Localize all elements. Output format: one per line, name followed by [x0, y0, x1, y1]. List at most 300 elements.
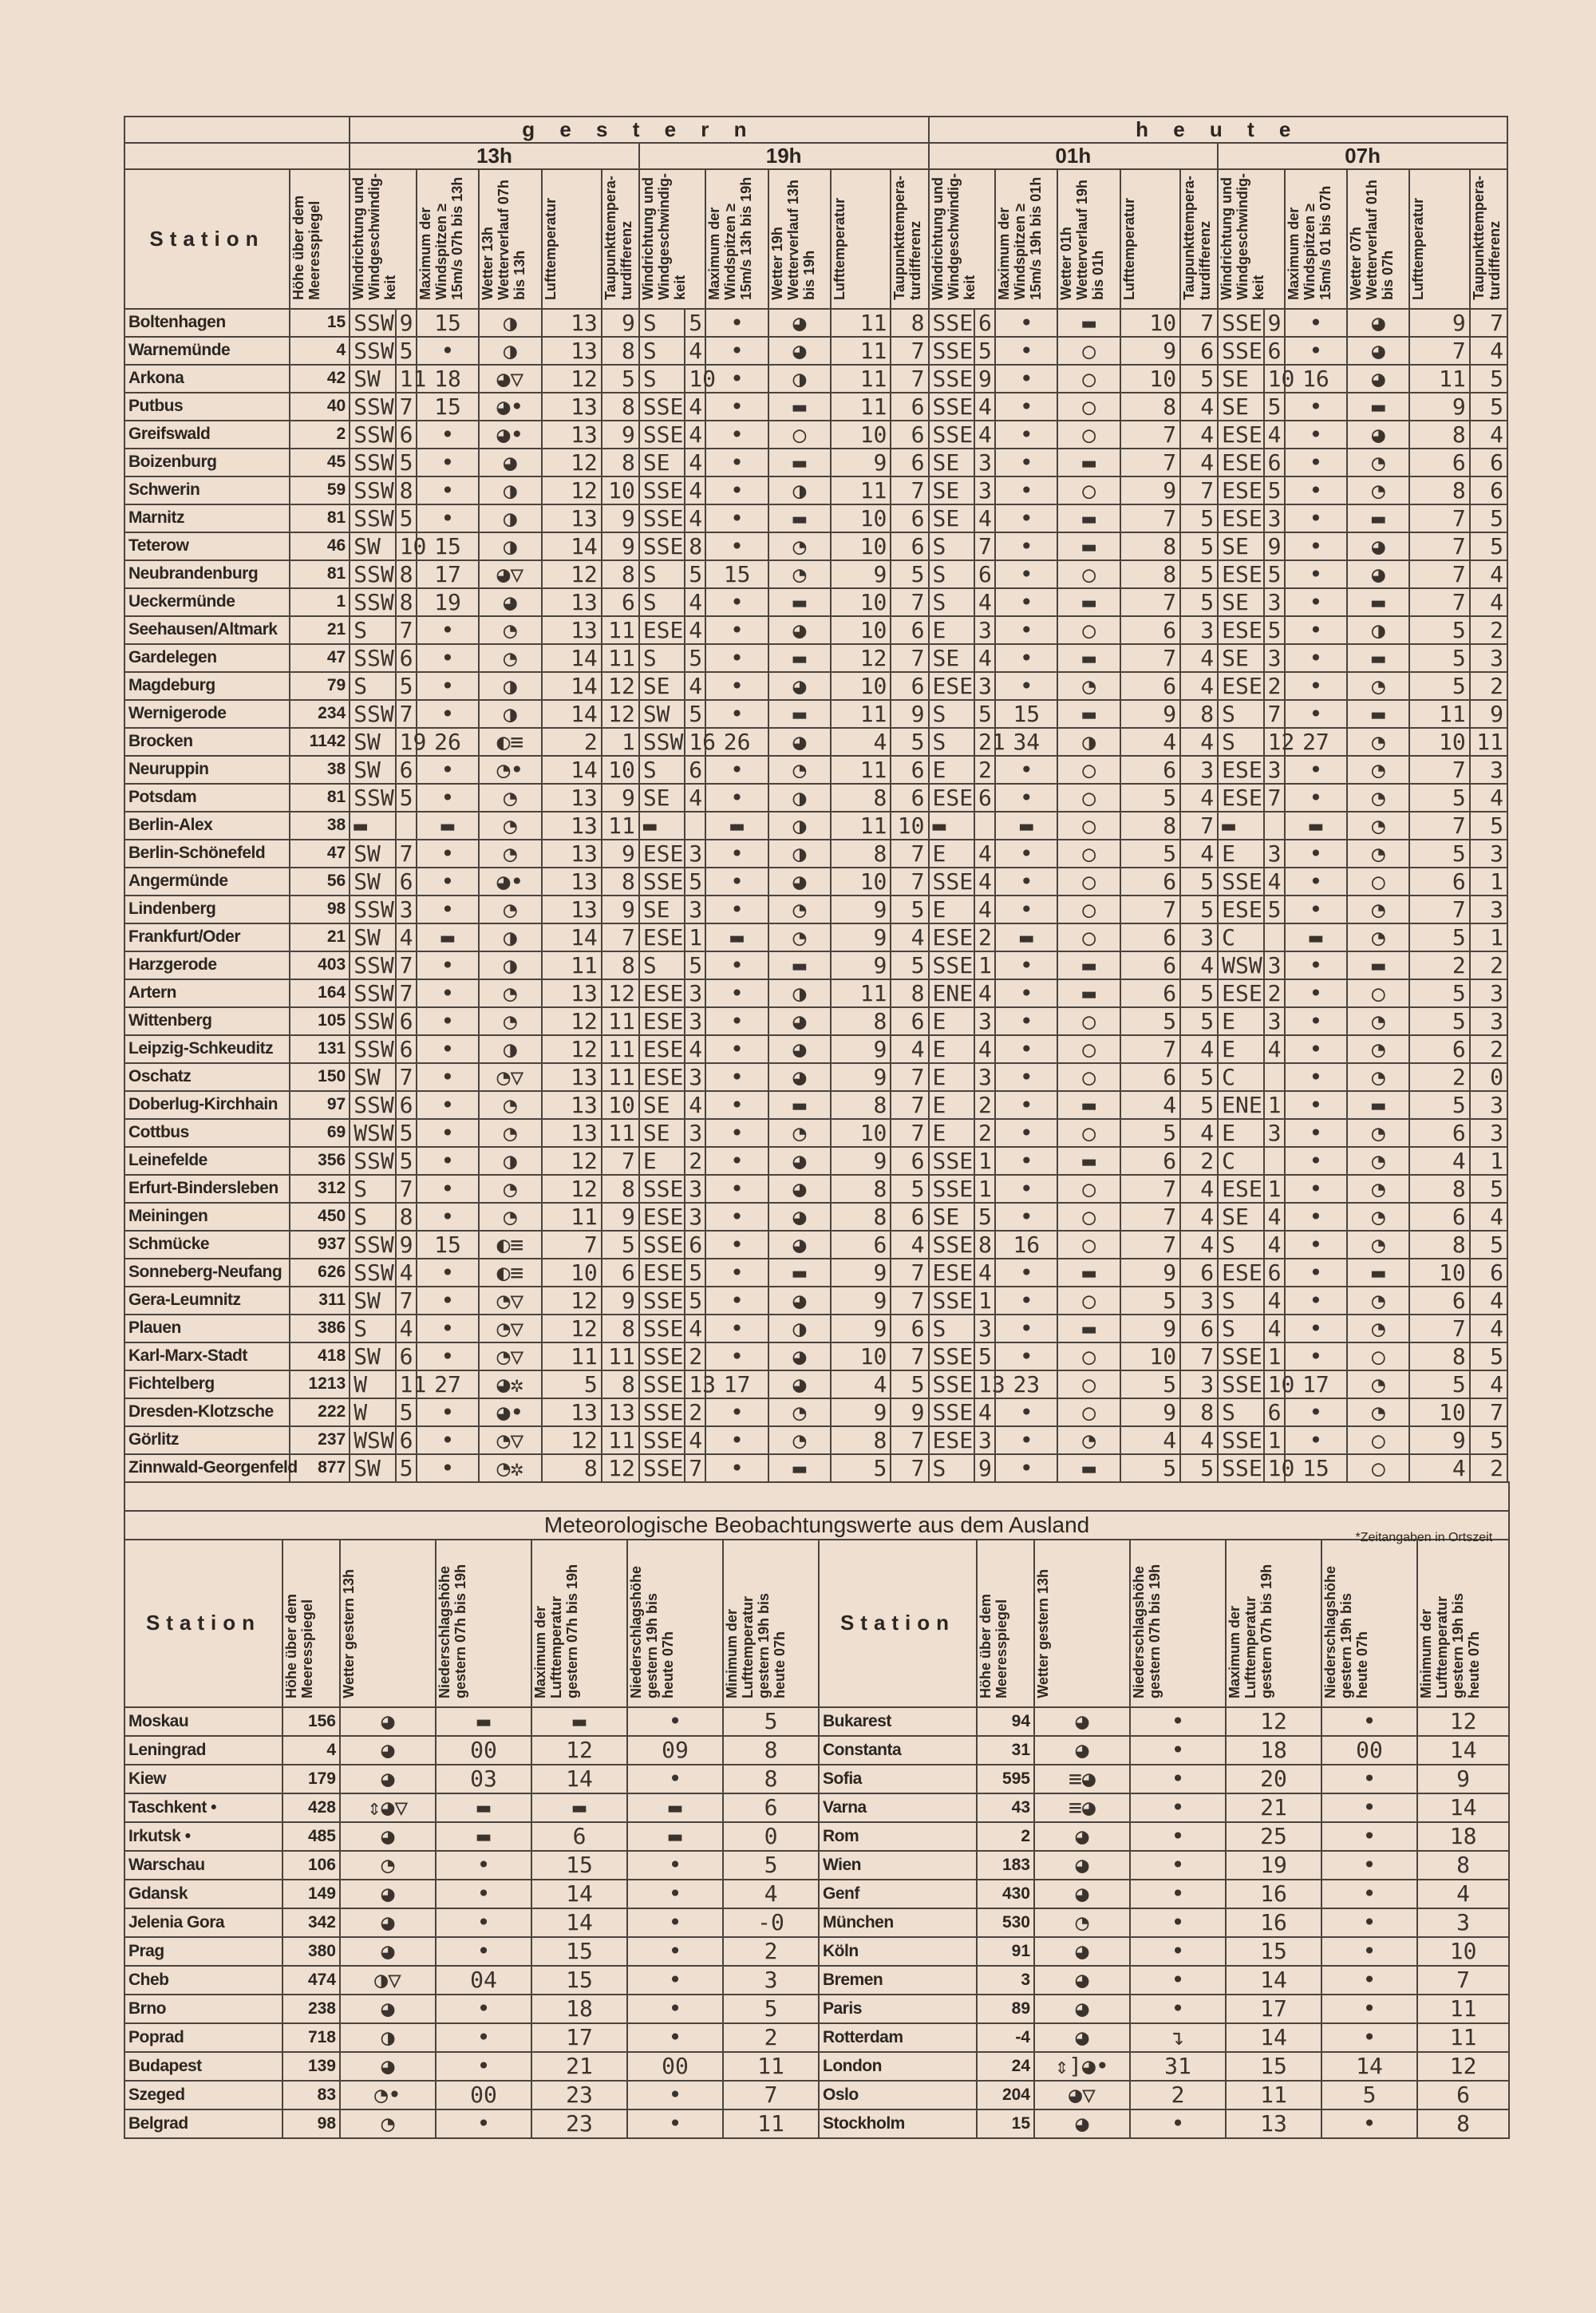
cell: 10 — [396, 532, 417, 560]
cell: 5 — [602, 365, 639, 393]
cell — [1264, 812, 1285, 840]
cell: 6 — [891, 421, 928, 449]
cell: • — [705, 1119, 768, 1147]
cell: 2 — [1264, 979, 1285, 1007]
cell: 5 — [1264, 476, 1285, 504]
cell: 09 — [627, 1736, 723, 1765]
cell: ◔ — [479, 1091, 541, 1119]
table-row — [124, 1851, 1509, 1880]
cell: E — [929, 896, 974, 923]
cell: SSW — [350, 393, 395, 421]
cell: ◕ — [1034, 1707, 1130, 1736]
cell: • — [1321, 1880, 1417, 1908]
cell: S — [350, 1175, 395, 1203]
cell: 17 — [1226, 1995, 1321, 2023]
table-row — [124, 2109, 1509, 2138]
cell: 3 — [1180, 1287, 1218, 1315]
cell: 9 — [1409, 309, 1469, 337]
cell: 5 — [685, 700, 705, 728]
cell: 7 — [1409, 812, 1469, 840]
cell: 7 — [891, 840, 928, 868]
cell: ○ — [1057, 337, 1120, 365]
cell: S — [639, 337, 685, 365]
cell: 13 — [542, 840, 602, 868]
cell: ◕ — [1347, 337, 1409, 365]
cell: 9 — [1120, 1398, 1180, 1426]
station-name: Boltenhagen — [124, 309, 290, 337]
table-row — [124, 421, 1507, 449]
station-name: Meiningen — [124, 1203, 290, 1231]
cell: • — [1285, 337, 1347, 365]
cell: • — [995, 1147, 1057, 1175]
cell: -0 — [723, 1908, 819, 1937]
cell: 6 — [891, 616, 928, 644]
cell: SW — [350, 728, 395, 756]
cell: 14 — [531, 1908, 627, 1937]
cell: 10 — [1120, 365, 1180, 393]
cell: 11 — [1417, 1995, 1509, 2023]
table-row — [124, 476, 1507, 504]
cell: 5 — [1264, 393, 1285, 421]
abroad-station-name: Rom — [819, 1822, 977, 1851]
cell: ESE — [1218, 672, 1263, 700]
cell: ▬ — [639, 812, 685, 840]
cell: • — [995, 616, 1057, 644]
cols07-header-0 — [1218, 169, 1285, 309]
cell: 7 — [1120, 449, 1180, 476]
cell: ▬ — [1057, 1454, 1120, 1482]
cell: • — [1285, 1119, 1347, 1147]
cell: 4 — [974, 588, 995, 616]
cell: 13 — [602, 1398, 639, 1426]
cell: ▬ — [1057, 532, 1120, 560]
cell: 5 — [685, 1287, 705, 1315]
cols01-label-2: Wetter 01h Wetterverlauf 19h bis 01h — [1058, 180, 1107, 300]
cell: 6 — [531, 1822, 627, 1851]
cell: 31 — [1130, 2052, 1226, 2081]
cell: 5 — [1409, 616, 1469, 644]
cell: ◔ — [1057, 1426, 1120, 1454]
cell: ◑ — [479, 1147, 541, 1175]
cell: 5 — [685, 644, 705, 672]
cell: ESE — [1218, 616, 1263, 644]
cell: ○ — [1057, 393, 1120, 421]
cell: 12 — [602, 1454, 639, 1482]
abroad-station-name: Prag — [124, 1937, 282, 1966]
cell: • — [1285, 1342, 1347, 1370]
cell: ◔ — [1347, 1147, 1409, 1175]
cell: ○ — [1057, 1119, 1120, 1147]
cell: • — [417, 616, 479, 644]
cell: 24 — [977, 2052, 1034, 2081]
cell: 6 — [1180, 337, 1218, 365]
cell: 13 — [542, 868, 602, 896]
cell: S — [929, 560, 974, 588]
cell: 6 — [891, 756, 928, 784]
station-name: Gardelegen — [124, 644, 290, 672]
cell: 7 — [1120, 1175, 1180, 1203]
cell: 9 — [602, 840, 639, 868]
cell: • — [705, 309, 768, 337]
cell: ◔▽ — [479, 1426, 541, 1454]
station-name: Erfurt-Bindersleben — [124, 1175, 290, 1203]
cell: ◕ — [479, 588, 541, 616]
cell: ◑ — [768, 1315, 831, 1342]
cell: • — [1130, 1908, 1226, 1937]
cell: 9 — [831, 896, 891, 923]
cell: ◕ — [1034, 1995, 1130, 2023]
cell: 10 — [1409, 728, 1469, 756]
cell: S — [929, 1315, 974, 1342]
cell: • — [436, 2023, 531, 2052]
cell: 17 — [705, 1370, 768, 1398]
cell: SSW — [350, 560, 395, 588]
cell: SSE — [1218, 309, 1263, 337]
cell: 11 — [602, 644, 639, 672]
abroad-station-name: Rotterdam — [819, 2023, 977, 2052]
cell: 5 — [685, 560, 705, 588]
cell: 4 — [1470, 588, 1507, 616]
cell: 106 — [282, 1851, 340, 1880]
cell: 79 — [290, 672, 350, 700]
cell: ○ — [1057, 1370, 1120, 1398]
cell: • — [1285, 1147, 1347, 1175]
cell: 4 — [974, 1259, 995, 1287]
cell: • — [995, 1119, 1057, 1147]
cell: 7 — [891, 644, 928, 672]
cell: ◑ — [479, 476, 541, 504]
cell: 131 — [290, 1035, 350, 1063]
cell: ▬ — [768, 393, 831, 421]
cell: 10 — [602, 1091, 639, 1119]
cell: • — [705, 1203, 768, 1231]
abroad-col-header-left-3 — [531, 1540, 627, 1707]
cell: 4 — [1264, 1035, 1285, 1063]
cell: ESE — [639, 840, 685, 868]
cell: 4 — [685, 449, 705, 476]
cell: 8 — [602, 868, 639, 896]
cell: ○ — [1057, 1175, 1120, 1203]
cell: ▬ — [768, 1259, 831, 1287]
cell: 3 — [1180, 756, 1218, 784]
table-row — [124, 812, 1507, 840]
cell: 5 — [1180, 588, 1218, 616]
cell: • — [995, 896, 1057, 923]
cell: ◕ — [1347, 532, 1409, 560]
cell: • — [417, 896, 479, 923]
cell: ◑ — [479, 532, 541, 560]
cell: 5 — [1409, 923, 1469, 951]
cell: • — [1285, 672, 1347, 700]
cell: ▬ — [705, 923, 768, 951]
cell: 5 — [396, 504, 417, 532]
cell: • — [1321, 2023, 1417, 2052]
cell: 9 — [602, 784, 639, 812]
cell: ◔ — [768, 532, 831, 560]
cell: 2 — [290, 421, 350, 449]
cell: SSE — [1218, 1454, 1263, 1482]
cell: SSE — [639, 1398, 685, 1426]
cell: 474 — [282, 1966, 340, 1995]
cell: 2 — [974, 756, 995, 784]
cell: 31 — [977, 1736, 1034, 1765]
cell: 8 — [685, 532, 705, 560]
cell: • — [436, 1851, 531, 1880]
subgroup-19h: 19h — [639, 143, 929, 169]
cell: S — [1218, 1315, 1263, 1342]
cell: • — [417, 449, 479, 476]
station-name: Oschatz — [124, 1063, 290, 1091]
cell: 17 — [531, 2023, 627, 2052]
cell: 6 — [396, 1426, 417, 1454]
cell: • — [705, 756, 768, 784]
cell: S — [1218, 1231, 1263, 1259]
cell: 9 — [396, 1231, 417, 1259]
cell: ◑ — [479, 672, 541, 700]
cell: ◕ — [768, 309, 831, 337]
cell: 6 — [1180, 1315, 1218, 1342]
cell: ◑ — [768, 365, 831, 393]
cell: 7 — [1409, 1315, 1469, 1342]
cell: ◕ — [1034, 1937, 1130, 1966]
cell: 3 — [1180, 1370, 1218, 1398]
cell: SSW — [350, 1035, 395, 1063]
cell: 6 — [1120, 1063, 1180, 1091]
cell: 8 — [974, 1231, 995, 1259]
cell: 94 — [977, 1707, 1034, 1736]
abroad-station-name: Kiew — [124, 1765, 282, 1793]
cell: 3 — [1264, 504, 1285, 532]
cell: • — [995, 337, 1057, 365]
cols13-label-0: Windrichtung und Windgeschwindig-keit — [350, 173, 399, 300]
station-name: Angermünde — [124, 868, 290, 896]
abroad-col-header-left-0 — [282, 1540, 340, 1707]
cell: ◔ — [1347, 923, 1409, 951]
abroad-col-header-right-2 — [1130, 1540, 1226, 1707]
abroad-col-label: Maximum der Lufttemperatur gestern 07h bis 19h — [532, 1564, 580, 1698]
cell: 4 — [282, 1736, 340, 1765]
cell: E — [929, 1007, 974, 1035]
cell: SE — [639, 672, 685, 700]
cell: 9 — [602, 309, 639, 337]
cell: 11 — [831, 756, 891, 784]
cell: 7 — [1120, 644, 1180, 672]
cell: 13 — [974, 1370, 995, 1398]
cell: 2 — [685, 1398, 705, 1426]
station-name: Leipzig-Schkeuditz — [124, 1035, 290, 1063]
cell: 14 — [542, 923, 602, 951]
cell: 6 — [891, 532, 928, 560]
abroad-station-name: Gdansk — [124, 1880, 282, 1908]
cell: 4 — [685, 337, 705, 365]
cell: 9 — [1264, 532, 1285, 560]
cell: ▬ — [350, 812, 395, 840]
cell: ▬ — [1285, 923, 1347, 951]
cell: 5 — [1409, 644, 1469, 672]
cell: 23 — [531, 2109, 627, 2138]
cell: SSW — [350, 421, 395, 449]
cell: 4 — [1180, 951, 1218, 979]
station-name: Fichtelberg — [124, 1370, 290, 1398]
cell: 15 — [417, 393, 479, 421]
cols07-header-4 — [1470, 169, 1507, 309]
cell: • — [705, 700, 768, 728]
cell: 11 — [542, 1203, 602, 1231]
abroad-station-header-left: Station — [124, 1540, 282, 1707]
cols01-header-0 — [929, 169, 996, 309]
abroad-station-name: Wien — [819, 1851, 977, 1880]
cell: 204 — [977, 2081, 1034, 2109]
cell: 3 — [1264, 644, 1285, 672]
cell: • — [995, 393, 1057, 421]
cell: 14 — [542, 700, 602, 728]
cell: 8 — [1120, 393, 1180, 421]
table-row — [124, 365, 1507, 393]
cell: ○ — [1057, 1203, 1120, 1231]
cell: 11 — [542, 1342, 602, 1370]
cell: SSW — [350, 1007, 395, 1035]
cell: 12 — [542, 365, 602, 393]
cell: • — [995, 979, 1057, 1007]
cell: • — [417, 951, 479, 979]
cell: 4 — [1470, 1315, 1507, 1342]
cell: ○ — [1057, 840, 1120, 868]
cell: 14 — [542, 532, 602, 560]
cell: ◔ — [1347, 1203, 1409, 1231]
cell: 19 — [396, 728, 417, 756]
cell: • — [995, 1398, 1057, 1426]
cell: 8 — [396, 1203, 417, 1231]
cell: 7 — [1417, 1966, 1509, 1995]
cell: ▬ — [1285, 812, 1347, 840]
cell: SE — [1218, 365, 1263, 393]
cell: 3 — [1264, 840, 1285, 868]
cell: ▬ — [768, 644, 831, 672]
cell: ENE — [1218, 1091, 1263, 1119]
cell: 56 — [290, 868, 350, 896]
cell: 5 — [1120, 840, 1180, 868]
cell: S — [929, 588, 974, 616]
cell: • — [995, 1342, 1057, 1370]
cell: 237 — [290, 1426, 350, 1454]
cell: 3 — [1470, 840, 1507, 868]
table-row — [124, 2081, 1509, 2109]
cell: • — [1285, 1063, 1347, 1091]
cell: 7 — [1120, 421, 1180, 449]
cell: ◕▽ — [479, 365, 541, 393]
cell: 7 — [891, 1119, 928, 1147]
cell: SSE — [929, 868, 974, 896]
abroad-station-name: London — [819, 2052, 977, 2081]
cell: ◕ — [340, 1908, 436, 1937]
cell: • — [705, 421, 768, 449]
cell: 3 — [1470, 1007, 1507, 1035]
cell: E — [929, 1091, 974, 1119]
cell: ◕ — [1034, 1851, 1130, 1880]
cell: 3 — [1470, 756, 1507, 784]
cell: 9 — [831, 449, 891, 476]
station-name: Harzgerode — [124, 951, 290, 979]
cols07-header-3 — [1409, 169, 1469, 309]
cell: 8 — [1417, 1851, 1509, 1880]
station-name: Leinefelde — [124, 1147, 290, 1175]
cell: • — [436, 1937, 531, 1966]
station-name: Doberlug-Kirchhain — [124, 1091, 290, 1119]
cell: • — [705, 784, 768, 812]
cell: 7 — [1180, 309, 1218, 337]
cell: • — [1130, 1822, 1226, 1851]
cell: • — [417, 1091, 479, 1119]
cell: • — [1285, 1231, 1347, 1259]
cell: ◔ — [768, 1119, 831, 1147]
cell: ESE — [1218, 421, 1263, 449]
cell: 2 — [974, 923, 995, 951]
cell: ▬ — [1057, 504, 1120, 532]
cell: • — [995, 672, 1057, 700]
cell: ESE — [639, 1063, 685, 1091]
cell: ◕ — [768, 1063, 831, 1091]
cell: 11 — [831, 393, 891, 421]
cell: 4 — [1264, 868, 1285, 896]
cell: ◕ — [768, 1287, 831, 1315]
cell: 15 — [417, 1231, 479, 1259]
cell: 00 — [436, 2081, 531, 2109]
cell: ◔ — [479, 784, 541, 812]
cell: 2 — [1470, 616, 1507, 644]
cell: 15 — [531, 1966, 627, 1995]
cell: 4 — [396, 923, 417, 951]
cell: ◑ — [340, 2023, 436, 2052]
cell: 1213 — [290, 1370, 350, 1398]
cell: 2 — [542, 728, 602, 756]
cols13-header-1 — [417, 169, 479, 309]
abroad-station-name: Leningrad — [124, 1736, 282, 1765]
cell: ○ — [1057, 1398, 1120, 1426]
cell: 16 — [1226, 1908, 1321, 1937]
cell: • — [705, 979, 768, 1007]
cell: 16 — [1226, 1880, 1321, 1908]
cell: 7 — [1120, 588, 1180, 616]
cell: 9 — [602, 532, 639, 560]
abroad-station-name: Brno — [124, 1995, 282, 2023]
cell: 5 — [1409, 784, 1469, 812]
cell: • — [1130, 2109, 1226, 2138]
station-name: Dresden-Klotzsche — [124, 1398, 290, 1426]
cell: 14 — [542, 644, 602, 672]
cell: 12 — [542, 1007, 602, 1035]
cell: 7 — [891, 1259, 928, 1287]
table-row — [124, 1287, 1507, 1315]
domestic-observations-table — [124, 116, 1508, 1483]
cell: 10 — [1264, 365, 1285, 393]
cell: 11 — [602, 812, 639, 840]
cell: 10 — [831, 588, 891, 616]
cell: 4 — [685, 1091, 705, 1119]
cell: 5 — [831, 1454, 891, 1482]
cell: 5 — [396, 1147, 417, 1175]
cell: • — [1321, 1707, 1417, 1736]
cell: ◔ — [1347, 812, 1409, 840]
cell: ○ — [1057, 616, 1120, 644]
abroad-station-name: Irkutsk • — [124, 1822, 282, 1851]
cell: • — [995, 1175, 1057, 1203]
cell: • — [417, 840, 479, 868]
cell: 7 — [1470, 1398, 1507, 1426]
cell: 16 — [685, 728, 705, 756]
cell: S — [929, 532, 974, 560]
cell: 14 — [531, 1880, 627, 1908]
cell: 6 — [1120, 1147, 1180, 1175]
